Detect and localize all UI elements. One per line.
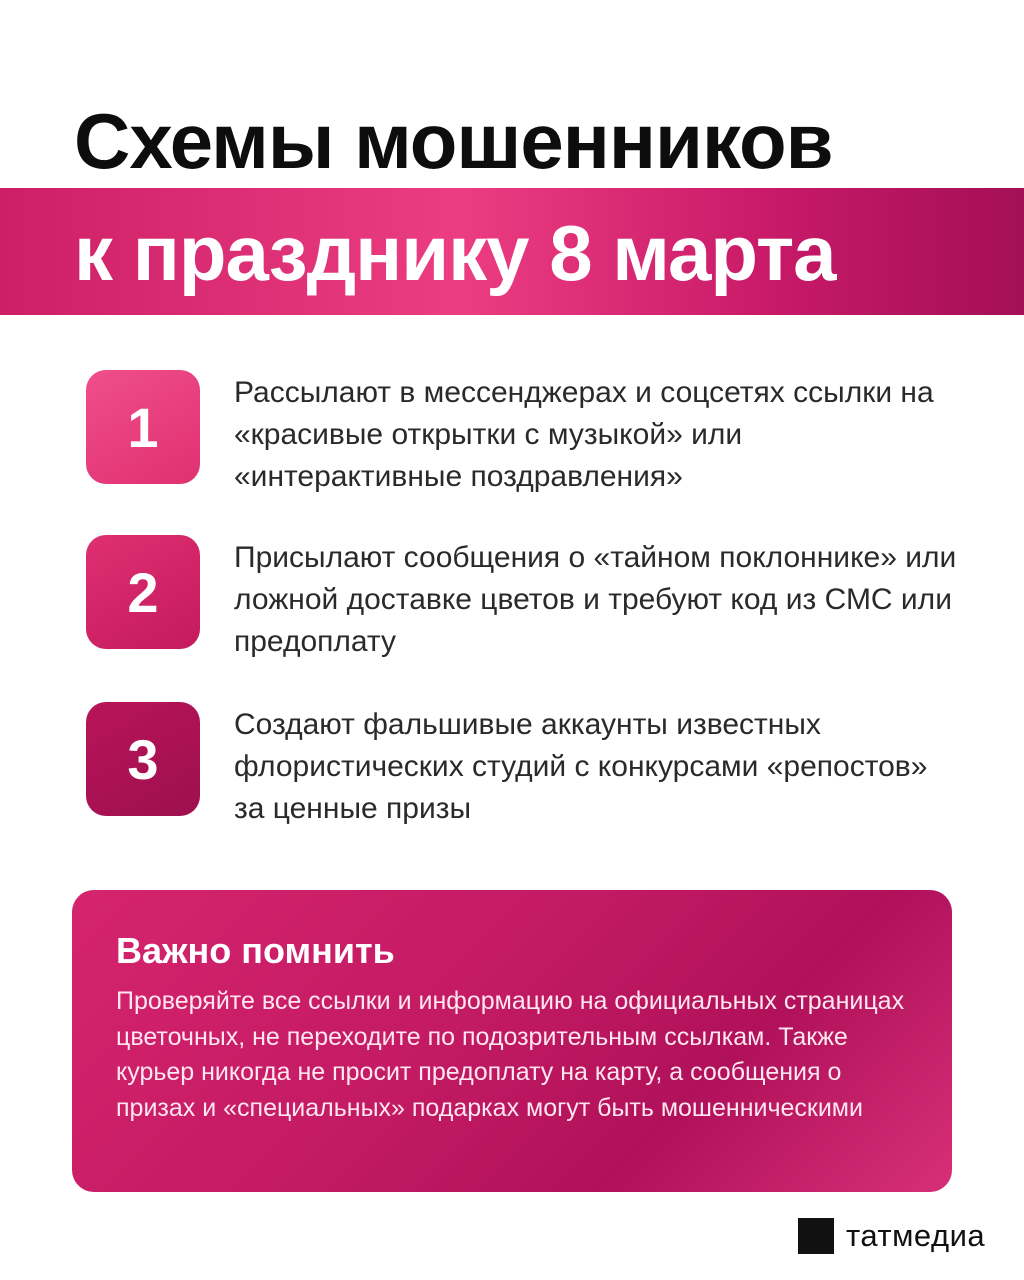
note-text: Проверяйте все ссылки и информацию на официальных страницах цветочных, не переходите по подозрительным ссылкам. Также курьер никогда не просит предоплату на карту, а сообщения о призах и «специальных» подарках могут быть мошенническими: [116, 987, 905, 1122]
brand-name: татмедиа: [846, 1218, 986, 1253]
number-badge-1: 1: [86, 370, 200, 484]
number-badge-3: 3: [86, 702, 200, 816]
list-item-text-2: Присылают сообщения о «тайном поклоннике» или ложной доставке цветов и требуют код из СМС или предоплату: [234, 541, 957, 658]
list-item-2: [86, 535, 966, 658]
list-item-1: [86, 370, 966, 493]
brand-logo: [798, 1218, 985, 1254]
page-title-line1: Схемы мошенников: [74, 97, 833, 185]
list-item-3: [86, 702, 966, 825]
number-badge-2: 2: [86, 535, 200, 649]
black-square-icon: [798, 1218, 834, 1254]
important-note-card: [72, 890, 952, 1192]
list-item-text-3: Создают фальшивые аккаунты известных флористических студий с конкурсами «репостов» за ценные призы: [234, 708, 928, 825]
list-item-text-1: Рассылают в мессенджерах и соцсетях ссылки на «красивые открытки с музыкой» или «интерактивные поздравления»: [234, 376, 934, 493]
page-title-line2: к празднику 8 марта: [74, 209, 836, 297]
note-title: Важно помнить: [116, 930, 395, 971]
